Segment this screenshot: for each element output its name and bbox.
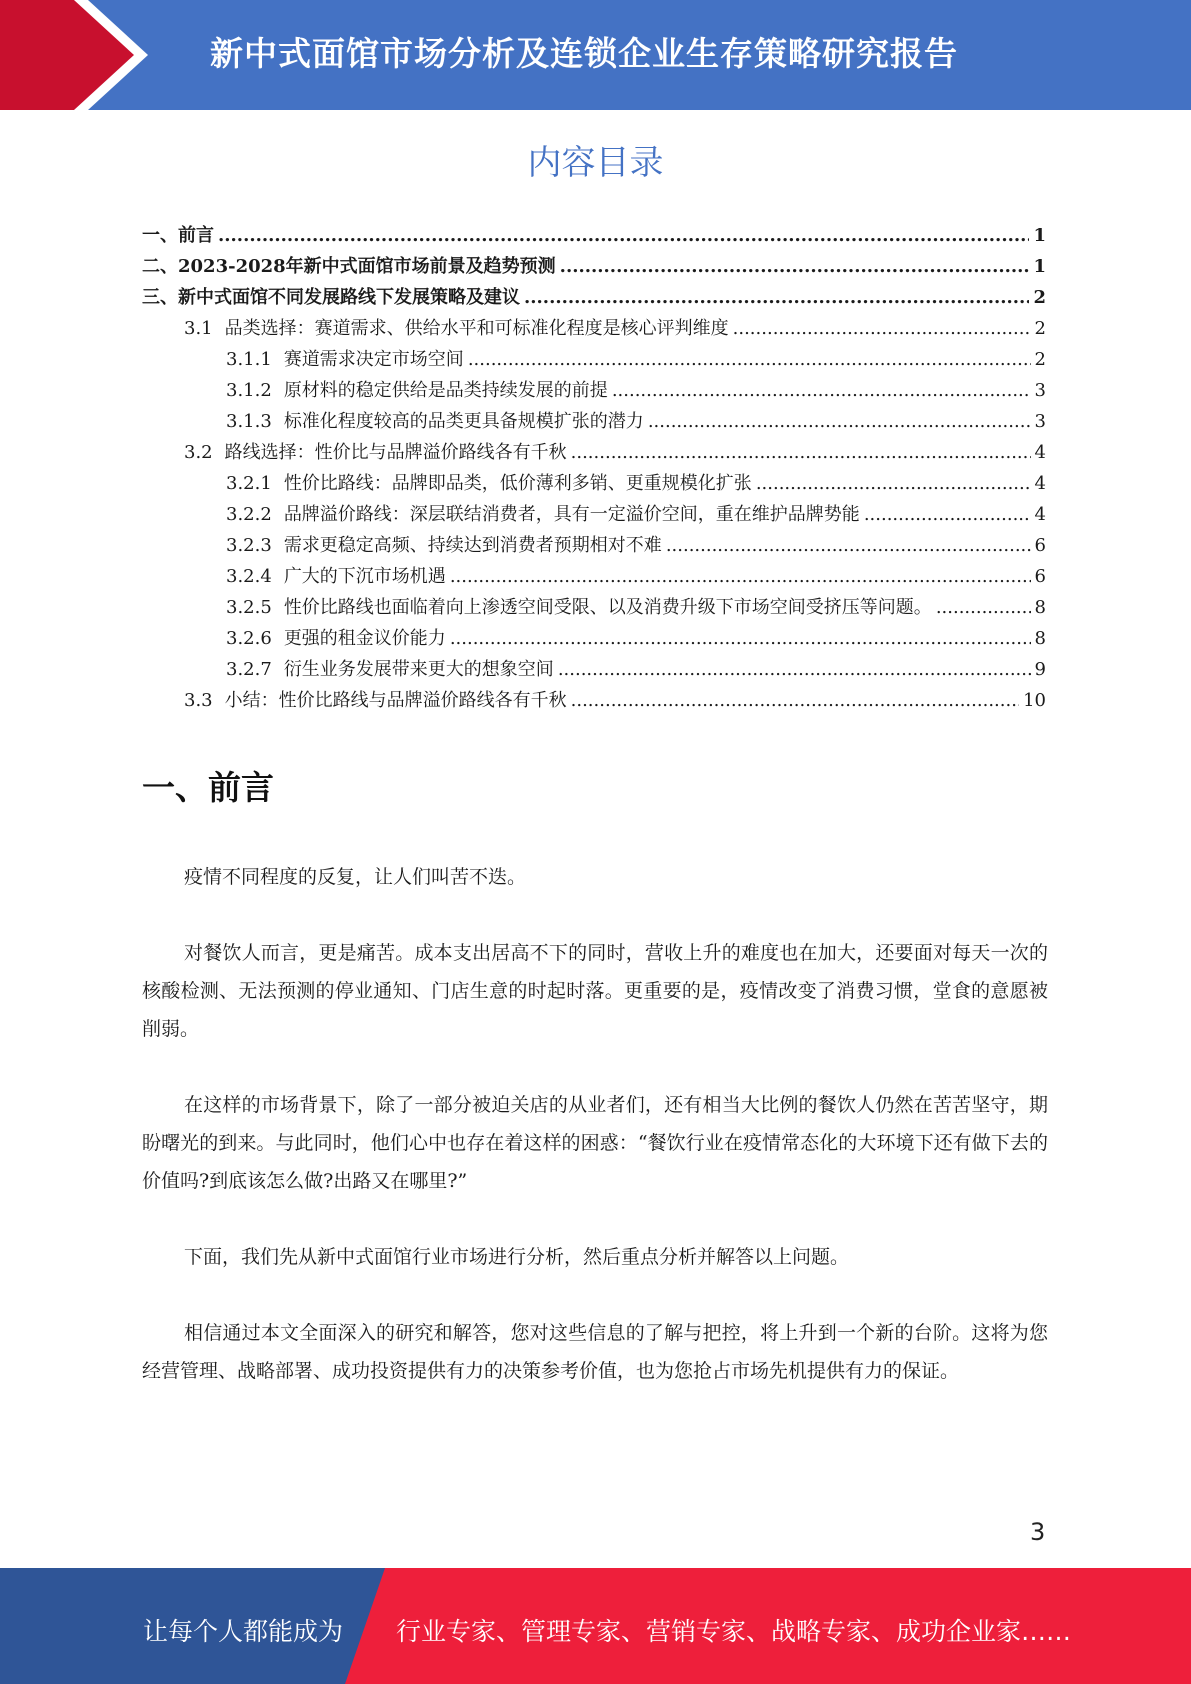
toc-entry[interactable] xyxy=(142,562,1046,593)
footer-slogan-left: 让每个人都能成为 xyxy=(143,1617,344,1646)
toc-leader-dots xyxy=(558,659,1031,680)
toc-entry-title: 原材料的稳定供给是品类持续发展的前提 xyxy=(283,380,608,401)
toc-entry-number: 三、 xyxy=(142,287,178,308)
page-number: 3 xyxy=(1030,1518,1046,1546)
toc-entry-number: 3.2.2 xyxy=(226,504,272,525)
toc-entry[interactable] xyxy=(142,624,1046,655)
toc-entry-page: 2 xyxy=(1034,349,1046,370)
toc-entry-title: 需求更稳定高频、持续达到消费者预期相对不难 xyxy=(283,535,662,556)
toc-entry-number: 3.3 xyxy=(184,690,213,711)
toc-entry-number: 3.1.3 xyxy=(226,411,272,432)
toc-leader-dots xyxy=(218,225,1029,246)
toc-entry[interactable] xyxy=(142,438,1046,469)
paragraph: 对餐饮人而言，更是痛苦。成本支出居高不下的同时，营收上升的难度也在加大，还要面对每天一次的核酸检测、无法预测的停业通知、门店生意的时起时落。更重要的是，疫情改变了消费习惯，堂食的意愿被削弱。 xyxy=(142,942,1048,1040)
toc-entry-number: 3.2 xyxy=(184,442,213,463)
toc-entry-number: 3.2.4 xyxy=(226,566,272,587)
toc-entry-page: 3 xyxy=(1034,380,1046,401)
paragraph: 下面，我们先从新中式面馆行业市场进行分析，然后重点分析并解答以上问题。 xyxy=(184,1246,850,1268)
toc-leader-dots xyxy=(666,535,1031,556)
toc-leader-dots xyxy=(450,628,1031,649)
toc-entry[interactable] xyxy=(142,345,1046,376)
toc-entry-number: 3.2.6 xyxy=(226,628,272,649)
toc-entry-page: 10 xyxy=(1023,690,1046,711)
toc-leader-dots xyxy=(756,473,1031,494)
toc-entry[interactable] xyxy=(142,376,1046,407)
toc-entry[interactable] xyxy=(142,686,1046,717)
toc-entry-title: 品类选择：赛道需求、供给水平和可标准化程度是核心评判维度 xyxy=(224,318,729,339)
toc-entry[interactable] xyxy=(142,500,1046,531)
toc-entry-title: 衍生业务发展带来更大的想象空间 xyxy=(283,659,554,680)
toc-entry[interactable] xyxy=(142,407,1046,438)
toc-entry[interactable] xyxy=(142,221,1046,252)
toc-entry-number: 二、 xyxy=(142,256,178,277)
body-text xyxy=(142,858,1048,1428)
toc-entry-number: 3.2.3 xyxy=(226,535,272,556)
paragraph: 疫情不同程度的反复，让人们叫苦不迭。 xyxy=(184,866,527,888)
toc-entry-page: 3 xyxy=(1034,411,1046,432)
toc-entry-page: 8 xyxy=(1034,597,1046,618)
toc-entry-number: 一、 xyxy=(142,225,178,246)
toc-entry-page: 2 xyxy=(1033,287,1046,308)
toc-entry[interactable] xyxy=(142,593,1046,624)
toc-leader-dots xyxy=(864,504,1031,525)
footer-band xyxy=(0,1568,1191,1684)
toc-entry-number: 3.1.2 xyxy=(226,380,272,401)
toc-entry-page: 6 xyxy=(1034,535,1046,556)
toc-leader-dots xyxy=(571,690,1019,711)
toc-entry-title: 前言 xyxy=(178,225,214,246)
document-title: 新中式面馆市场分析及连锁企业生存策略研究报告 xyxy=(210,34,958,73)
section-heading: 一、前言 xyxy=(142,768,274,807)
toc-entry-number: 3.2.7 xyxy=(226,659,272,680)
toc-entry-page: 1 xyxy=(1033,256,1046,277)
toc-entry-title: 广大的下沉市场机遇 xyxy=(283,566,446,587)
toc-entry-page: 2 xyxy=(1034,318,1046,339)
toc-entry-number: 3.1 xyxy=(184,318,213,339)
toc-entry-page: 8 xyxy=(1034,628,1046,649)
toc-entry-title: 性价比路线也面临着向上渗透空间受限、以及消费升级下市场空间受挤压等问题。 xyxy=(283,597,932,618)
toc-leader-dots xyxy=(612,380,1031,401)
header-arrow-decoration xyxy=(0,0,200,110)
toc-entry[interactable] xyxy=(142,314,1046,345)
toc-entry-title: 赛道需求决定市场空间 xyxy=(283,349,464,370)
toc-entry-number: 3.1.1 xyxy=(226,349,272,370)
toc-leader-dots xyxy=(648,411,1031,432)
toc-entry[interactable] xyxy=(142,531,1046,562)
toc-entry[interactable] xyxy=(142,655,1046,686)
toc-leader-dots xyxy=(560,256,1030,277)
toc-entry-page: 9 xyxy=(1034,659,1046,680)
toc-entry-page: 4 xyxy=(1034,473,1046,494)
toc-leader-dots xyxy=(571,442,1031,463)
toc-entry[interactable] xyxy=(142,283,1046,314)
toc-heading: 内容目录 xyxy=(527,143,664,183)
toc-entry-title: 更强的租金议价能力 xyxy=(283,628,446,649)
toc-entry-number: 3.2.5 xyxy=(226,597,272,618)
toc-entry-page: 4 xyxy=(1034,442,1046,463)
toc-entry[interactable] xyxy=(142,469,1046,500)
toc-leader-dots xyxy=(524,287,1029,308)
header-band xyxy=(0,0,1191,110)
toc-leader-dots xyxy=(450,566,1031,587)
footer-slogan-right: 行业专家、管理专家、营销专家、战略专家、成功企业家…… xyxy=(396,1617,1072,1646)
toc-entry-title: 标准化程度较高的品类更具备规模扩张的潜力 xyxy=(283,411,644,432)
toc-entry-page: 4 xyxy=(1034,504,1046,525)
toc-entry-page: 1 xyxy=(1033,225,1046,246)
toc-entry-title: 小结：性价比路线与品牌溢价路线各有千秋 xyxy=(224,690,567,711)
toc-entry-number: 3.2.1 xyxy=(226,473,272,494)
toc-entry-title: 品牌溢价路线：深层联结消费者，具有一定溢价空间，重在维护品牌势能 xyxy=(283,504,860,525)
toc-entry-title: 性价比路线：品牌即品类，低价薄利多销、更重规模化扩张 xyxy=(283,473,752,494)
toc-entry-title: 路线选择：性价比与品牌溢价路线各有千秋 xyxy=(224,442,567,463)
paragraph: 在这样的市场背景下，除了一部分被迫关店的从业者们，还有相当大比例的餐饮人仍然在苦苦坚守，期盼曙光的到来。与此同时，他们心中也存在着这样的困惑：“餐饮行业在疫情常态化的大环境下还有做下去的价值吗?到底该怎么做?出路又在哪里?” xyxy=(142,1094,1048,1192)
toc-leader-dots xyxy=(468,349,1031,370)
toc-entry-page: 6 xyxy=(1034,566,1046,587)
table-of-contents xyxy=(142,221,1046,717)
toc-entry-title: 2023-2028年新中式面馆市场前景及趋势预测 xyxy=(178,256,556,277)
paragraph: 相信通过本文全面深入的研究和解答，您对这些信息的了解与把控，将上升到一个新的台阶。这将为您经营管理、战略部署、成功投资提供有力的决策参考价值，也为您抢占市场先机提供有力的保证。 xyxy=(142,1322,1048,1382)
toc-entry-title: 新中式面馆不同发展路线下发展策略及建议 xyxy=(178,287,520,308)
toc-leader-dots xyxy=(936,597,1031,618)
toc-entry[interactable] xyxy=(142,252,1046,283)
toc-leader-dots xyxy=(733,318,1031,339)
